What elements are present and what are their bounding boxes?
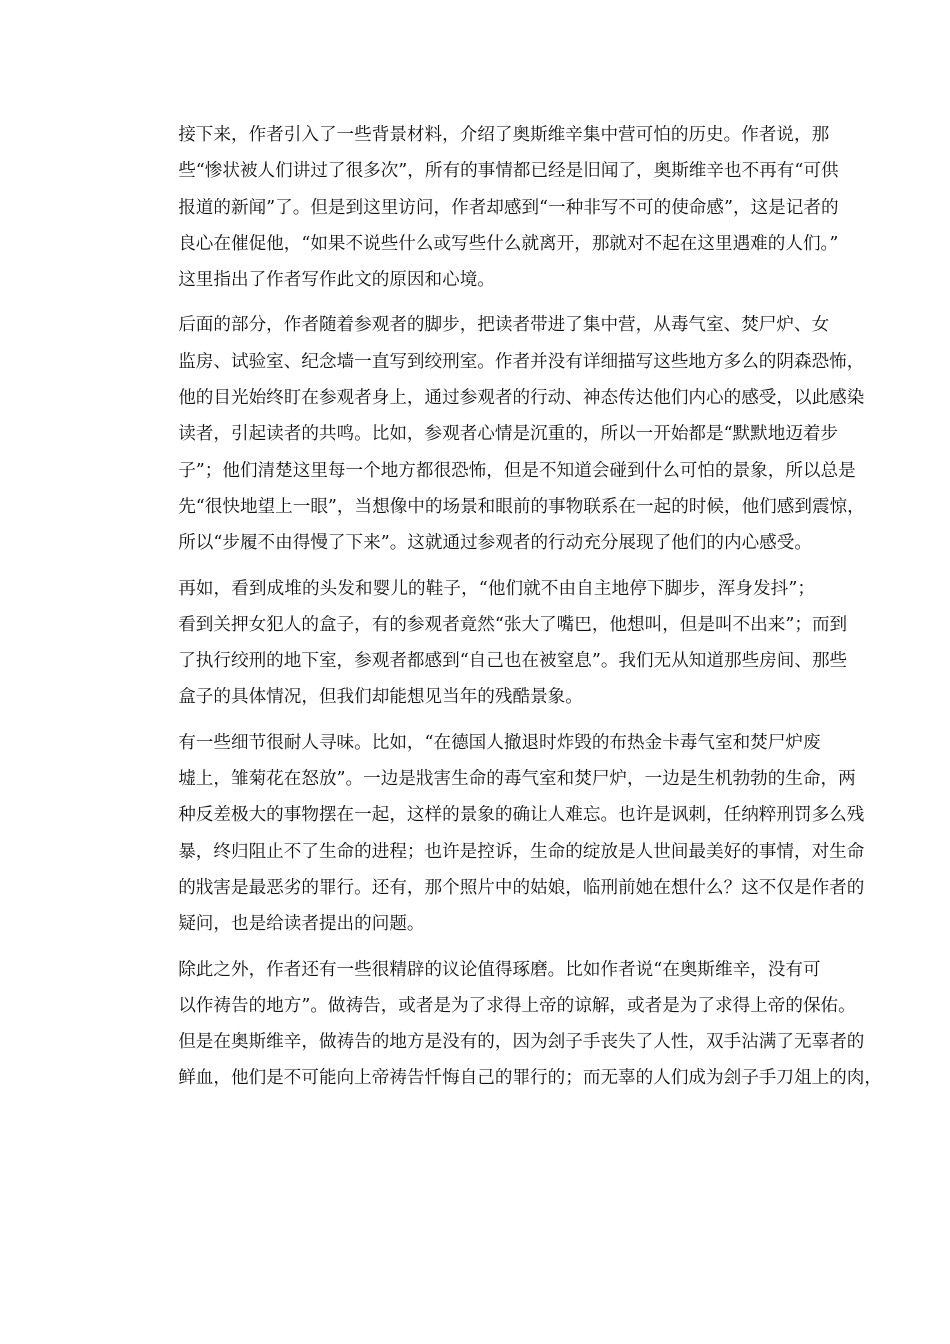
text-line: 看到关押女犯人的盒子，有的参观者竟然“张大了嘴巴，他想叫，但是叫不出来”；而到 xyxy=(178,614,848,635)
text-line: 除此之外，作者还有一些很精辟的议论值得琢磨。比如作者说“在奥斯维辛，没有可 xyxy=(178,959,821,980)
text-line: 但是在奥斯维辛，做祷告的地方是没有的，因为刽子手丧失了人性，双手沾满了无辜者的 xyxy=(178,1032,865,1053)
text-line: 这里指出了作者写作此文的原因和心境。 xyxy=(178,270,495,291)
paragraph xyxy=(143,725,865,943)
text-line: 种反差极大的事物摆在一起，这样的景象的确让人难忘。也许是讽刺，任纳粹刑罚多么残 xyxy=(178,805,865,826)
text-line: 所以“步履不由得慢了下来”。这就通过参观者的行动充分展现了他们的内心感受。 xyxy=(178,533,812,554)
text-line: 他的目光始终盯在参观者身上，通过参观者的行动、神态传达他们内心的感受，以此感染 xyxy=(178,388,865,409)
text-line: 疑问，也是给读者提出的问题。 xyxy=(178,914,425,935)
text-line: 些“惨状被人们讲过了很多次”，所有的事情都已经是旧闻了，奥斯维辛也不再有“可供 xyxy=(178,161,839,182)
text-line: 良心在催促他，“如果不说些什么或写些什么就离开，那就对不起在这里遇难的人们。” xyxy=(178,233,839,254)
text-line: 报道的新闻”了。但是到这里访问，作者却感到“一种非写不可的使命感”，这是记者的 xyxy=(178,197,839,218)
text-line: 鲜血，他们是不可能向上帝祷告忏悔自己的罪行的；而无辜的人们成为刽子手刀俎上的肉， xyxy=(178,1068,882,1089)
text-line: 先“很快地望上一眼”，当想像中的场景和眼前的事物联系在一起的时候，他们感到震惊， xyxy=(178,496,865,517)
text-line: 读者，引起读者的共鸣。比如，参观者心情是沉重的，所以一开始都是“默默地迈着步 xyxy=(178,424,839,445)
text-line: 监房、试验室、纪念墙一直写到绞刑室。作者并没有详细描写这些地方多么的阴森恐怖， xyxy=(178,351,865,372)
paragraph xyxy=(143,117,839,298)
paragraph xyxy=(143,307,865,561)
text-line: 了执行绞刑的地下室，参观者都感到“自己也在被窒息”。我们无从知道那些房间、那些 xyxy=(178,651,848,672)
text-line: 的戕害是最恶劣的罪行。还有，那个照片中的姑娘，临刑前她在想什么？这不仅是作者的 xyxy=(178,877,865,898)
paragraph xyxy=(143,571,848,716)
text-line: 后面的部分，作者随着参观者的脚步，把读者带进了集中营，从毒气室、焚尸炉、女 xyxy=(178,315,830,336)
text-line: 再如，看到成堆的头发和婴儿的鞋子，“他们就不由自主地停下脚步，浑身发抖”； xyxy=(178,578,815,599)
text-line: 以作祷告的地方”。做祷告，或者是为了求得上帝的谅解，或者是为了求得上帝的保佑。 xyxy=(178,995,856,1016)
text-line: 有一些细节很耐人寻味。比如，“在德国人撤退时炸毁的布热金卡毒气室和焚尸炉废 xyxy=(178,732,821,753)
document-body xyxy=(143,117,882,1106)
text-line: 子”；他们清楚这里每一个地方都很恐怖，但是不知道会碰到什么可怕的景象，所以总是 xyxy=(178,460,856,481)
text-line: 暴，终归阻止不了生命的进程；也许是控诉，生命的绽放是人世间最美好的事情，对生命 xyxy=(178,841,865,862)
text-line: 接下来，作者引入了一些背景材料，介绍了奥斯维辛集中营可怕的历史。作者说，那 xyxy=(178,125,830,145)
text-line: 墟上，雏菊花在怒放”。一边是戕害生命的毒气室和焚尸炉，一边是生机勃勃的生命，两 xyxy=(178,769,856,790)
paragraph xyxy=(143,952,882,1097)
text-line: 盒子的具体情况，但我们却能想见当年的残酷景象。 xyxy=(178,687,583,708)
